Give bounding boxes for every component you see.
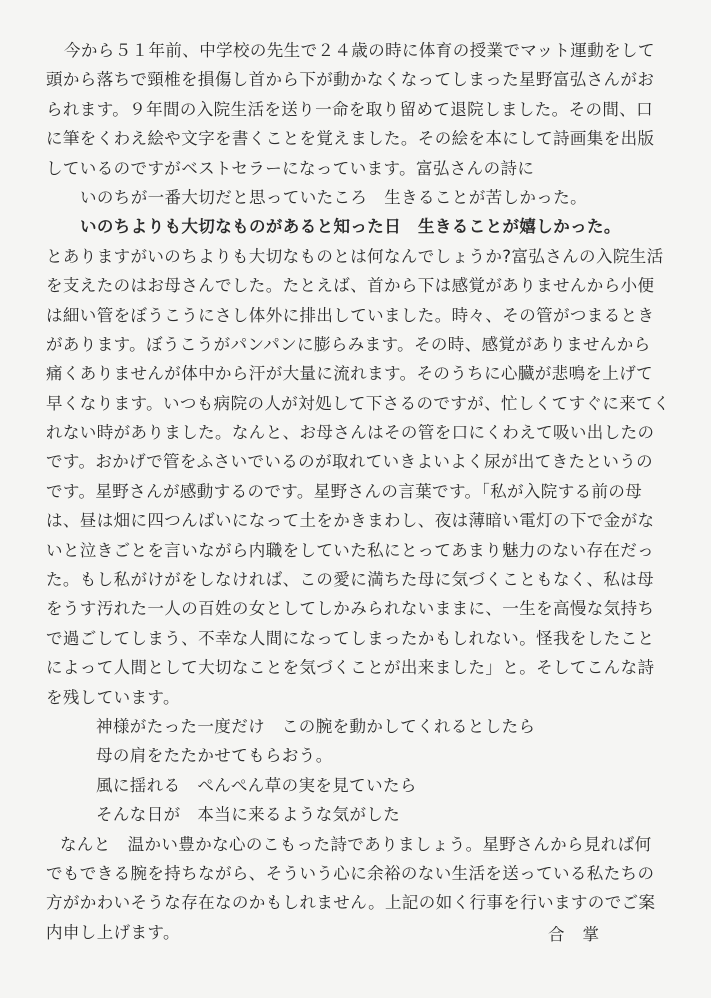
text-line: をうす汚れた一人の百姓の女としてしかみられないままに、一生を高慢な気持ち (46, 599, 655, 619)
text-line: いのちよりも大切なものがあると知った日 生きることが嬉しかった。 (80, 217, 621, 237)
text-line: です。星野さんが感動するのです。星野さんの言葉です。「私が入院する前の母 (46, 481, 643, 501)
text-line: 神様がたった一度だけ この腕を動かしてくれるとしたら (96, 716, 536, 736)
text-line: いのちが一番大切だと思っていたころ 生きることが苦しかった。 (80, 187, 587, 207)
text-line: られます。９年間の入院生活を送り一命を取り留めて退院しました。その間、口 (46, 99, 654, 119)
text-line: です。おかげで管をふさいでいるのが取れていきよいよく尿が出てきたというの (46, 452, 654, 472)
text-line: を残しています。 (46, 687, 180, 707)
text-line: で過ごしてしまう、不幸な人間になってしまったかもしれない。怪我をしたこと (46, 628, 655, 648)
closing-signature: 合掌 (548, 925, 617, 944)
text-line: 内申し上げます。 (46, 922, 180, 942)
text-line: 痛くありませんが体中から汗が大量に流れます。そのうちに心臓が悲鳴を上げて (46, 364, 654, 384)
text-line: でもできる腕を持ちながら、そういう心に余裕のない生活を送っている私たちの (46, 863, 655, 883)
text-line: 方がかわいそうな存在なのかもしれません。上記の如く行事を行いますのでご案 (46, 893, 656, 913)
text-line: 風に揺れる ぺんぺん草の実を見ていたら (96, 775, 417, 795)
text-line: とありますがいのちよりも大切なものとは何なんでしょうか?富弘さんの入院生活 (46, 246, 664, 266)
text-line: しているのですがベストセラーになっています。富弘さんの詩に (46, 158, 535, 178)
text-line: なんと 温かい豊かな心のこもった詩でありましょう。星野さんから見れば何 (60, 834, 652, 854)
text-line: は、昼は畑に四つんばいになって土をかきまわし、夜は薄暗い電灯の下で金がな (46, 511, 655, 531)
text-line: れない時がありました。なんと、お母さんはその管を口にくわえて吸い出したの (46, 423, 655, 443)
text-line: そんな日が 本当に来るような気がした (96, 805, 401, 825)
text-line: た。もし私がけがをしなければ、この愛に満ちた母に気づくこともなく、私は母 (46, 570, 655, 590)
text-line: は細い管をぼうこうにさし体外に排出していました。時々、その管がつまるとき (46, 305, 655, 325)
text-line: に筆をくわえ絵や文字を書くことを覚えました。その絵を本にして詩画集を出版 (46, 129, 655, 149)
text-line: いと泣きごとを言いながら内職をしていた私にとってあまり魅力のない存在だっ (46, 540, 655, 560)
text-line: があります。ぼうこうがパンパンに膨らみます。その時、感覚がありませんから (46, 334, 651, 354)
text-line: 頭から落ちで頸椎を損傷し首から下が動かなくなってしまった星野富弘さんがお (46, 70, 655, 90)
text-line: を支えたのはお母さんでした。たとえば、首から下は感覚がありませんから小便 (46, 276, 655, 296)
text-line: 今から５１年前、中学校の先生で２４歳の時に体育の授業でマット運動をして (64, 41, 655, 60)
text-line: 早くなります。いつも病院の人が対処して下さるのですが、忙しくてすぐに来てく (46, 393, 670, 413)
text-line: によって人間として大切なことを気づくことが出来ました」と。そしてこんな詩 (46, 658, 655, 678)
text-line: 母の肩をたたかせてもらおう。 (96, 746, 333, 766)
body-text (46, 36, 670, 947)
